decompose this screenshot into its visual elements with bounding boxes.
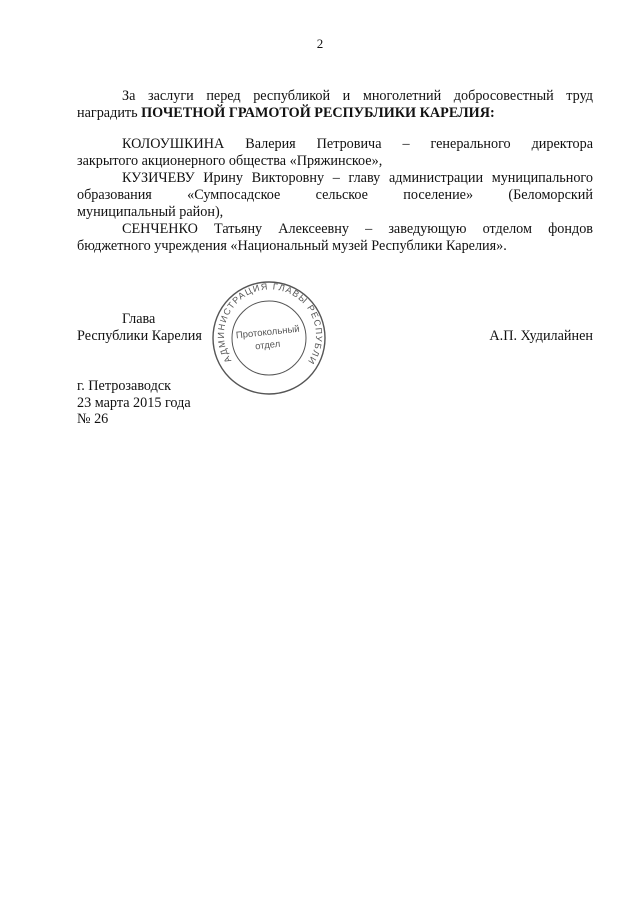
decree-date: 23 марта 2015 года bbox=[77, 394, 191, 411]
stamp-center-line-1: Протокольный bbox=[235, 323, 301, 342]
page-number: 2 bbox=[316, 36, 324, 51]
stamp-seal-graphic bbox=[199, 278, 337, 398]
award-name: ПОЧЕТНОЙ ГРАМОТОЙ РЕСПУБЛИКИ КАРЕЛИЯ: bbox=[141, 105, 495, 121]
awardee-2-line-3: муниципальный район), bbox=[77, 204, 224, 220]
place-date-block bbox=[77, 378, 191, 428]
intro-line-2 bbox=[77, 105, 593, 122]
awardee-1-line-1: КОЛОУШКИНА Валерия Петровича – генерального директора bbox=[122, 136, 593, 152]
decree-number: № 26 bbox=[77, 411, 109, 427]
awardee-2-line-1: КУЗИЧЕВУ Ирину Викторовну – главу администрации муниципального bbox=[122, 170, 593, 186]
intro-line-1: За заслуги перед республикой и многолетний добросовестный труд bbox=[122, 88, 593, 104]
awardee-3-line-1: СЕНЧЕНКО Татьяну Алексеевну – заведующую отделом фондов bbox=[122, 221, 593, 237]
decree-body bbox=[77, 88, 593, 255]
stamp-center-line-2: отдел bbox=[254, 338, 281, 353]
signature-title-line-2: Республики Карелия bbox=[77, 328, 202, 344]
official-stamp bbox=[199, 278, 337, 398]
signature-title-line-1: Глава bbox=[122, 311, 156, 327]
awardee-3-line-2: бюджетного учреждения «Национальный музей Республики Карелия». bbox=[77, 238, 507, 254]
awardee-2-line-2: образования «Сумпосадское сельское поселение» (Беломорский bbox=[77, 187, 593, 203]
stamp-ring-text: АДМИНИСТРАЦИЯ ГЛАВЫ РЕСПУБЛИ bbox=[215, 281, 325, 367]
svg-text:АДМИНИСТРАЦИЯ ГЛАВЫ РЕСПУБЛИКИ bbox=[199, 278, 324, 367]
awardee-1-line-2: закрытого акционерного общества «Пряжинское», bbox=[77, 153, 383, 169]
signatory-name: А.П. Худилайнен bbox=[489, 328, 593, 344]
city: г. Петрозаводск bbox=[77, 378, 172, 394]
intro-prefix: наградить bbox=[77, 105, 138, 121]
